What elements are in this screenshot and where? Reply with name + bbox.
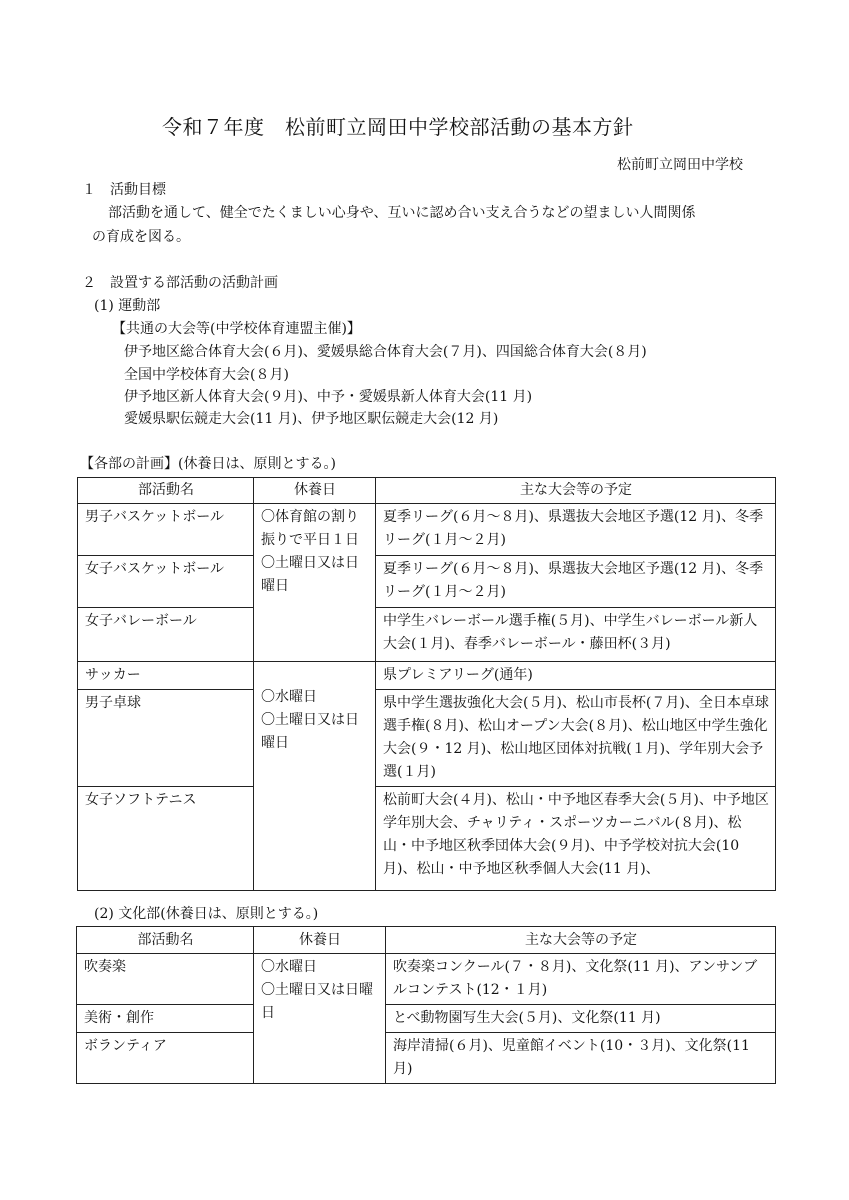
- common-competition-line: 伊予地区新人体育大会(９月)、中予・愛媛県新人体育大会(11 月): [124, 389, 533, 405]
- section1-text-line1: 部活動を通して、健全でたくましい心身や、互いに認め合い支え合うなどの望ましい人間関係: [108, 205, 696, 221]
- column-header-club: 部活動名: [78, 478, 254, 504]
- club-plan-heading: 【各部の計画】(休養日は、原則とする。): [80, 456, 336, 472]
- club-events: 県プレミアリーグ(通年): [376, 662, 776, 690]
- culture-clubs-table: [76, 926, 776, 1084]
- club-events: 夏季リーグ(６月～８月)、県選抜大会地区予選(12 月)、冬季リーグ(１月～２月): [376, 504, 776, 556]
- section1-text-line2: の育成を図る。: [92, 229, 190, 245]
- club-name: 美術・創作: [77, 1005, 254, 1033]
- common-competition-line: 伊予地区総合体育大会(６月)、愛媛県総合体育大会(７月)、四国総合体育大会(８月): [124, 344, 647, 360]
- culture-heading: (2) 文化部(休養日は、原則とする。): [94, 906, 319, 922]
- column-header-rest-day: 休養日: [254, 927, 386, 954]
- table-row: [78, 690, 776, 787]
- table-row: [78, 608, 776, 662]
- table-row: [78, 787, 776, 891]
- club-name: サッカー: [78, 662, 254, 690]
- table-row: [77, 954, 776, 1005]
- sports-heading: (1) 運動部: [94, 298, 161, 314]
- section1-heading: １ 活動目標: [82, 182, 166, 198]
- school-name: 松前町立岡田中学校: [617, 157, 743, 173]
- club-events: とべ動物園写生大会(５月)、文化祭(11 月): [386, 1005, 776, 1033]
- club-name: 男子バスケットボール: [78, 504, 254, 556]
- club-events: 県中学生選抜強化大会(５月)、松山市長杯(７月)、全日本卓球選手権(８月)、松山オープン大会(８月)、松山地区中学生強化大会(９・12 月)、松山地区団体対抗戦(１月)、学年別大会予選(１月): [376, 690, 776, 787]
- column-header-rest-day: 休養日: [254, 478, 376, 504]
- club-events: 中学生バレーボール選手権(５月)、中学生バレーボール新人大会(１月)、春季バレーボール・藤田杯(３月): [376, 608, 776, 662]
- rest-day-cell: 〇体育館の割り振りで平日１日 〇土曜日又は日曜日: [254, 504, 376, 662]
- club-name: 女子バレーボール: [78, 608, 254, 662]
- table-row: [77, 1033, 776, 1084]
- table-row: [78, 556, 776, 608]
- club-events: 松前町大会(４月)、松山・中予地区春季大会(５月)、中予地区学年別大会、チャリティ・スポーツカーニバル(８月)、松山・中予地区秋季団体大会(９月)、中予学校対抗大会(10 月)、松山・中予地区秋季個人大会(11 月)、: [376, 787, 776, 891]
- table-row: [78, 504, 776, 556]
- club-name: ボランティア: [77, 1033, 254, 1084]
- club-events: 海岸清掃(６月)、児童館イベント(10・３月)、文化祭(11 月): [386, 1033, 776, 1084]
- club-name: 吹奏楽: [77, 954, 254, 1005]
- column-header-club: 部活動名: [77, 927, 254, 954]
- table-header-row: [77, 927, 776, 954]
- club-name: 男子卓球: [78, 690, 254, 787]
- page-title: 令和７年度 松前町立岡田中学校部活動の基本方針: [162, 115, 634, 139]
- club-name: 女子ソフトテニス: [78, 787, 254, 891]
- club-events: 吹奏楽コンクール(７・８月)、文化祭(11 月)、アンサンブルコンテスト(12・１月): [386, 954, 776, 1005]
- rest-day-cell: 〇水曜日 〇土曜日又は日曜日: [254, 662, 376, 891]
- column-header-events: 主な大会等の予定: [376, 478, 776, 504]
- table-row: [77, 1005, 776, 1033]
- club-events: 夏季リーグ(６月～８月)、県選抜大会地区予選(12 月)、冬季リーグ(１月～２月): [376, 556, 776, 608]
- club-name: 女子バスケットボール: [78, 556, 254, 608]
- common-competitions-heading: 【共通の大会等(中学校体育連盟主催)】: [112, 321, 361, 337]
- column-header-events: 主な大会等の予定: [386, 927, 776, 954]
- table-header-row: [78, 478, 776, 504]
- common-competition-line: 愛媛県駅伝競走大会(11 月)、伊予地区駅伝競走大会(12 月): [124, 411, 499, 427]
- rest-day-cell: 〇水曜日 〇土曜日又は日曜日: [254, 954, 386, 1084]
- sports-clubs-table: [77, 477, 776, 891]
- common-competition-line: 全国中学校体育大会(８月): [124, 367, 289, 383]
- table-row: [78, 662, 776, 690]
- section2-heading: ２ 設置する部活動の活動計画: [82, 275, 278, 291]
